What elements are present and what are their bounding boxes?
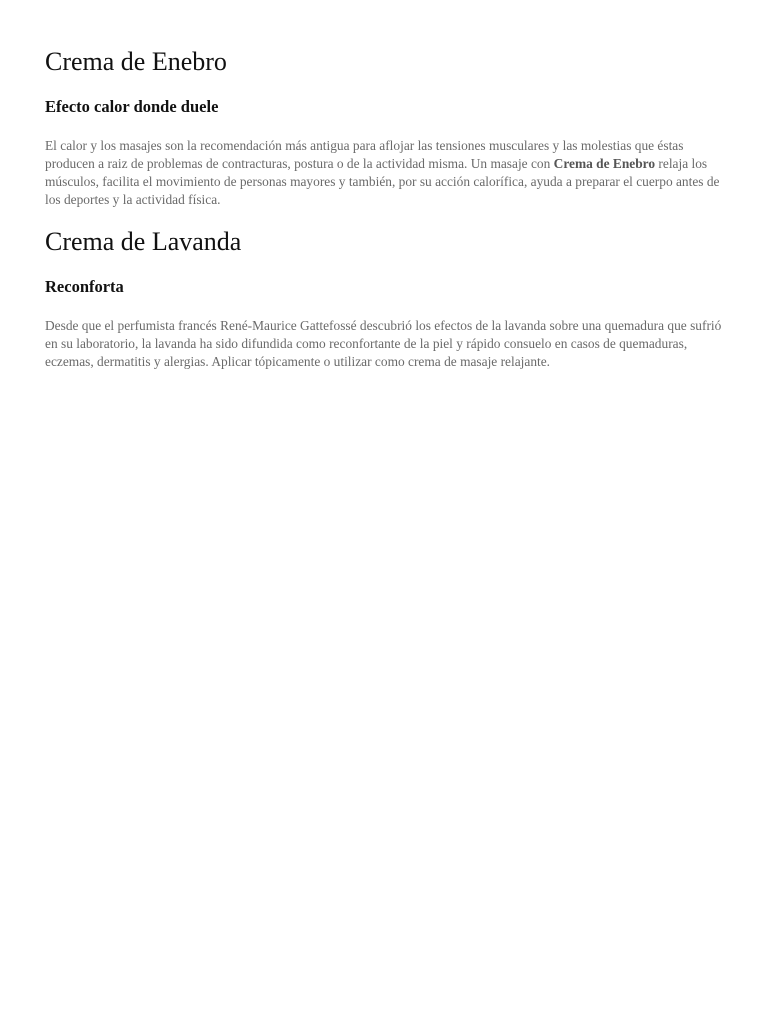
body-text-after: relaja los músculos, facilita el movimiento de personas mayores y también, por su acción calorífica, ayuda a preparar el cuerpo antes de los deportes y la actividad física.: [45, 156, 720, 207]
body-text-before: El calor y los masajes son la recomendación más antigua para aflojar las tensiones musculares y las molestias que éstas producen a raiz de problemas de contracturas, postura o de la actividad misma. Un masaje con: [45, 138, 684, 171]
body-text-bold: Crema de Enebro: [553, 156, 656, 171]
section-title: Crema de Enebro: [45, 47, 227, 76]
section-title: Crema de Lavanda: [45, 227, 242, 256]
section-subtitle: Efecto calor donde duele: [45, 97, 219, 116]
section-body: [45, 137, 725, 209]
section-subtitle: Reconforta: [45, 277, 124, 296]
section-body: Desde que el perfumista francés René-Maurice Gattefossé descubrió los efectos de la lavanda sobre una quemadura que sufrió en su laboratorio, la lavanda ha sido difundida como reconfortante de la piel y rápido consuelo en casos de quemaduras, eczemas, dermatitis y alergias. Aplicar tópicamente o utilizar como crema de masaje relajante.: [45, 318, 722, 369]
